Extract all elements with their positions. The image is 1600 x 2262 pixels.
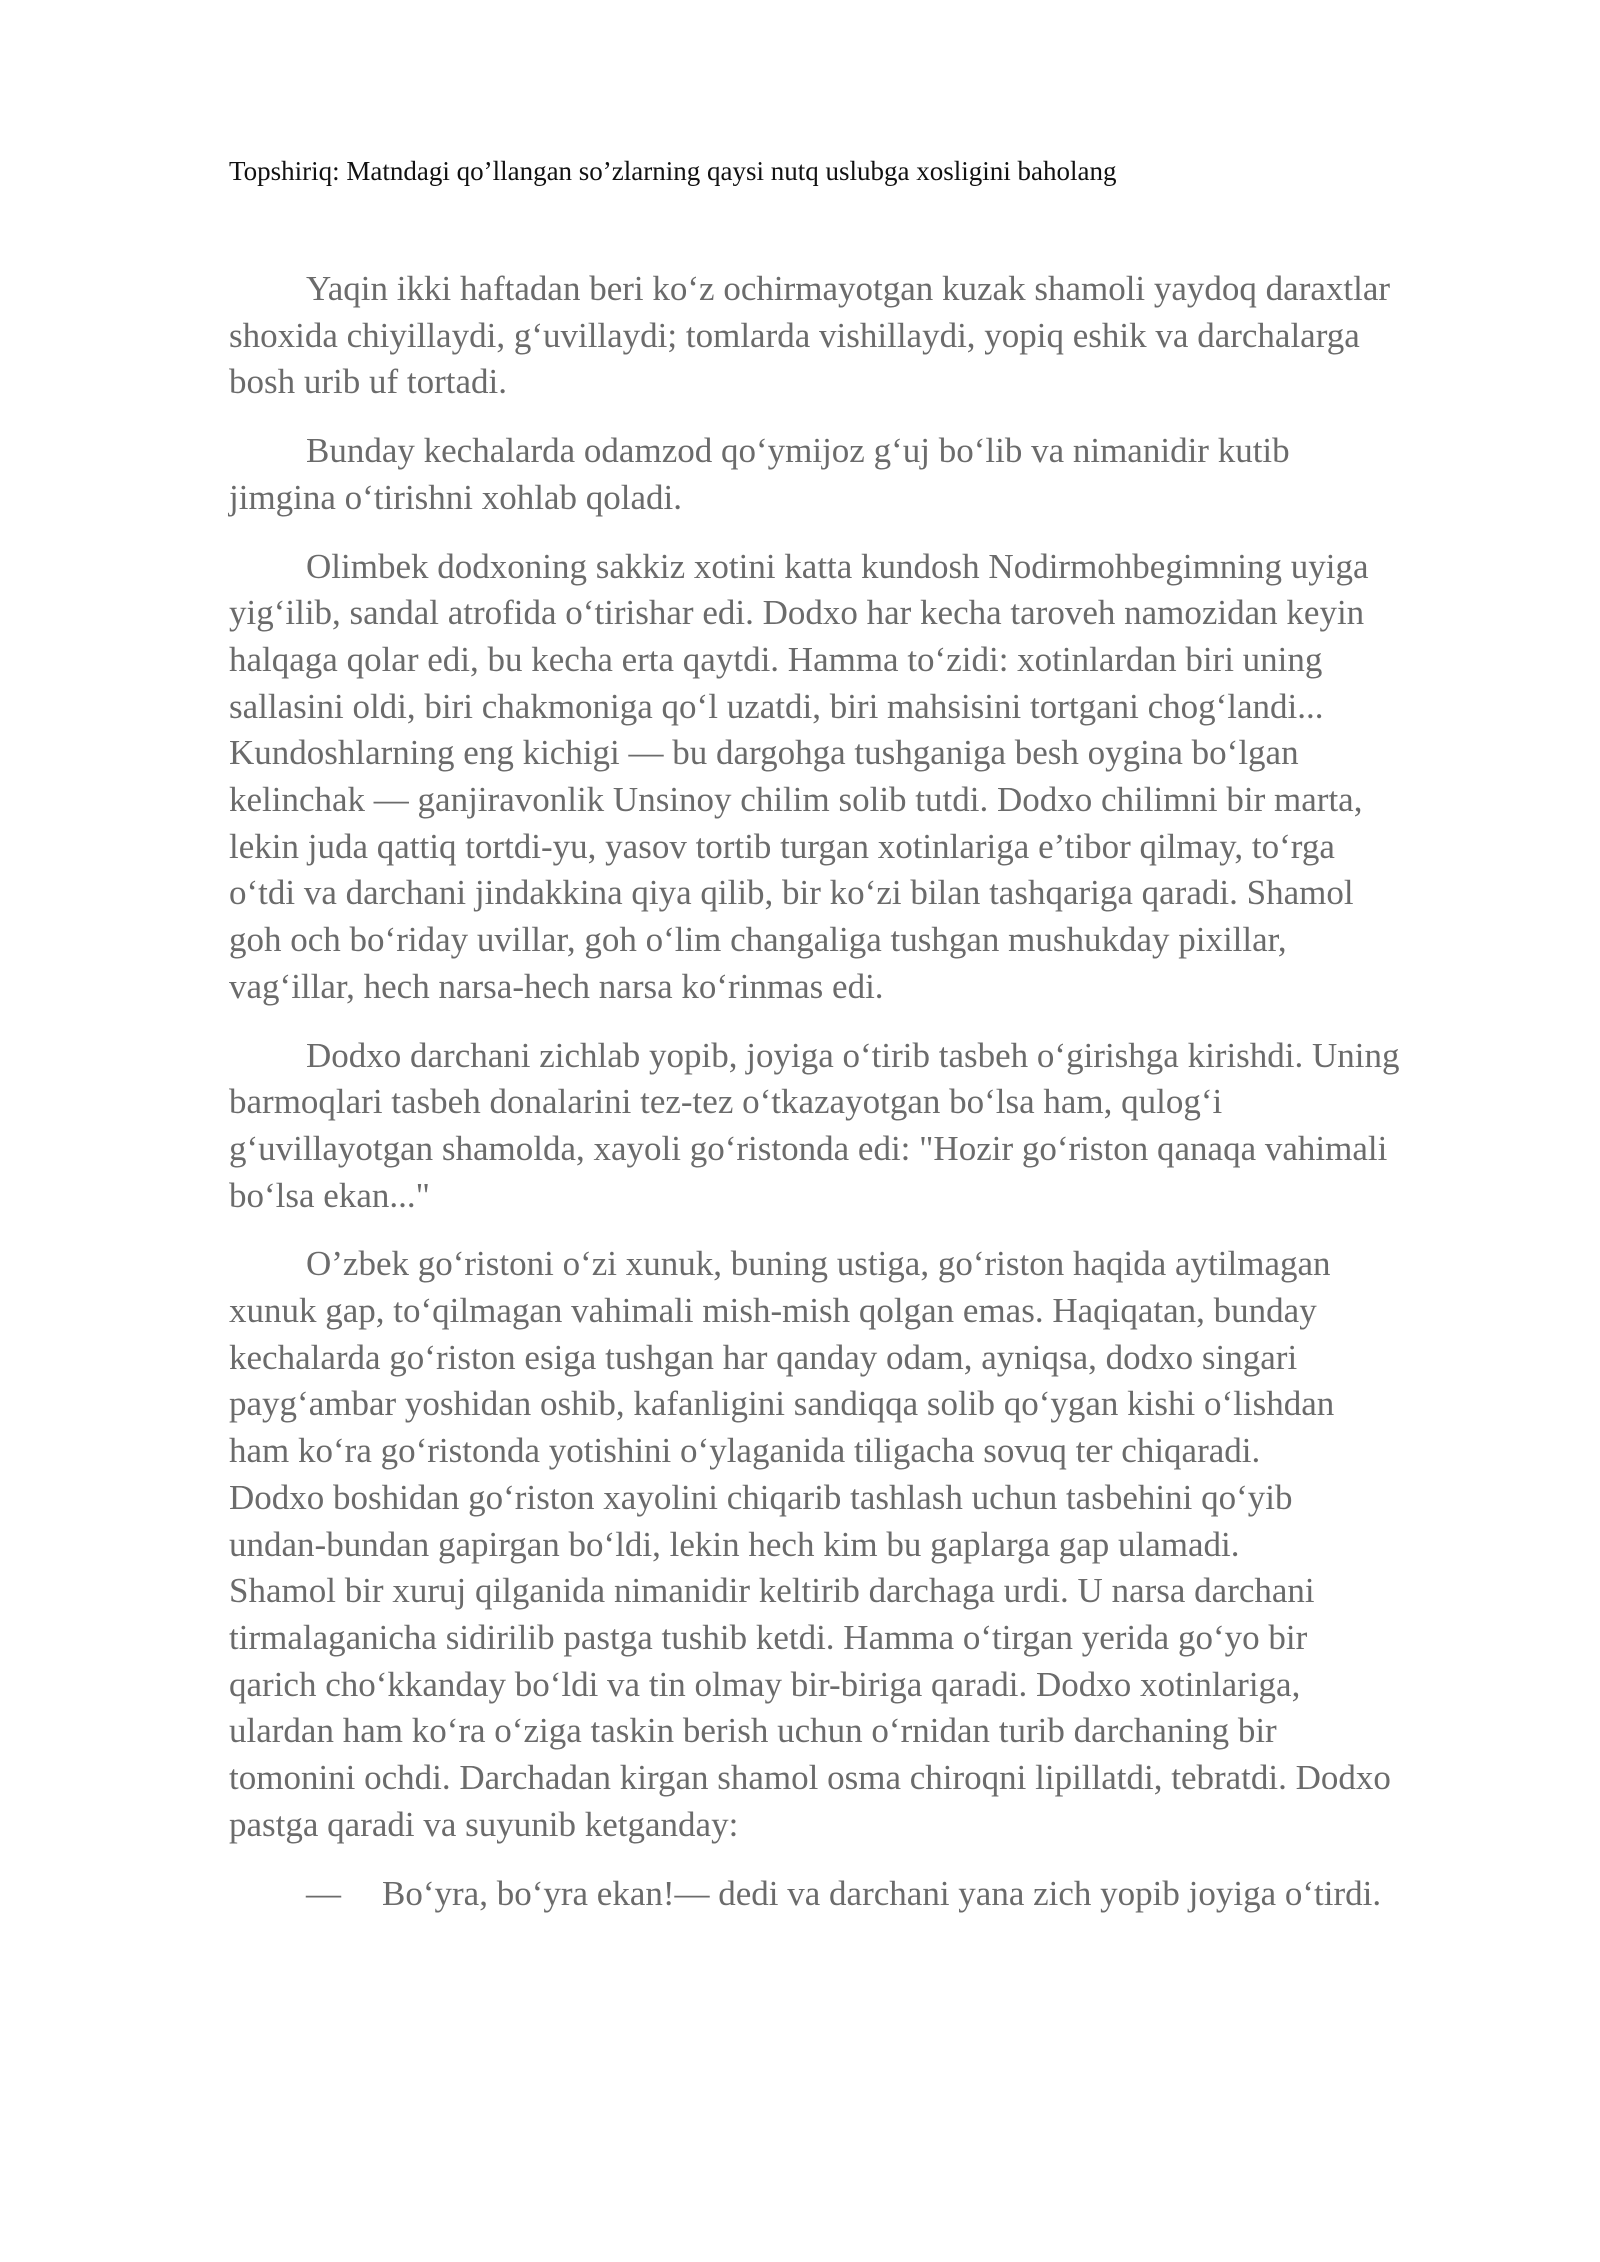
text-line: payg‘ambar yoshidan oshib, kafanligini sandiqqa solib qo‘ygan kishi o‘lishdan bbox=[229, 1384, 1335, 1424]
text-line: Shamol bir xuruj qilganida nimanidir keltirib darchaga urdi. U narsa darchani bbox=[229, 1571, 1315, 1611]
text-line: g‘uvillayotgan shamolda, xayoli go‘ristonda edi: "Hozir go‘riston qanaqa vahimali bbox=[229, 1128, 1388, 1168]
text-line: barmoqlari tasbeh donalarini tez-tez o‘tkazayotgan bo‘lsa ham, qulog‘i bbox=[229, 1082, 1223, 1122]
text-line: sallasini oldi, biri chakmoniga qo‘l uzatdi, biri mahsisini tortgani chog‘landi... bbox=[229, 686, 1324, 726]
paragraph bbox=[229, 1241, 1481, 1848]
text-line: Olimbek dodxoning sakkiz xotini katta kundosh Nodirmohbegimning uyiga bbox=[306, 546, 1369, 586]
paragraph bbox=[229, 428, 1481, 521]
dialogue-line bbox=[229, 1871, 1481, 1918]
text-line: xunuk gap, to‘qilmagan vahimali mish-mish qolgan emas. Haqiqatan, bunday bbox=[229, 1291, 1317, 1331]
text-line: bo‘lsa ekan..." bbox=[229, 1175, 430, 1215]
text-line: goh och bo‘riday uvillar, goh o‘lim changaliga tushgan mushukday pixillar, bbox=[229, 920, 1287, 960]
text-line: qarich cho‘kkanday bo‘ldi va tin olmay bir-biriga qaradi. Dodxo xotinlariga, bbox=[229, 1664, 1301, 1704]
text-line: ham ko‘ra go‘ristonda yotishini o‘ylaganida tiligacha sovuq ter chiqaradi. bbox=[229, 1431, 1261, 1471]
text-line: Dodxo boshidan go‘riston xayolini chiqarib tashlash uchun tasbehini qo‘yib bbox=[229, 1477, 1293, 1517]
text-line: tomonini ochdi. Darchadan kirgan shamol osma chiroqni lipillatdi, tebratdi. Dodxo bbox=[229, 1758, 1391, 1798]
text-line: bosh urib uf tortadi. bbox=[229, 362, 508, 402]
text-line: o‘tdi va darchani jindakkina qiya qilib, bir ko‘zi bilan tashqariga qaradi. Shamol bbox=[229, 873, 1354, 913]
text-line: Kundoshlarning eng kichigi — bu dargohga tushganiga besh oygina bo‘lgan bbox=[229, 733, 1299, 773]
text-line: undan-bundan gapirgan bo‘ldi, lekin hech kim bu gaplarga gap ulamadi. bbox=[229, 1524, 1240, 1564]
document-page bbox=[229, 0, 1481, 2262]
dialogue-text: Bo‘yra, bo‘yra ekan!— dedi va darchani yana zich yopib joyiga o‘tirdi. bbox=[382, 1873, 1382, 1913]
dialogue-dash: — bbox=[306, 1873, 341, 1913]
text-line: jimgina o‘tirishni xohlab qoladi. bbox=[229, 477, 683, 517]
text-line: yig‘ilib, sandal atrofida o‘tirishar edi. Dodxo har kecha taroveh namozidan keyin bbox=[229, 593, 1365, 633]
text-line: O’zbek go‘ristoni o‘zi xunuk, buning ustiga, go‘riston haqida aytilmagan bbox=[306, 1244, 1331, 1284]
story-text bbox=[229, 266, 1481, 1917]
paragraph bbox=[229, 1033, 1481, 1220]
paragraph bbox=[229, 266, 1481, 406]
text-line: shoxida chiyillaydi, g‘uvillaydi; tomlarda vishillaydi, yopiq eshik va darchalarga bbox=[229, 315, 1360, 355]
task-heading: Topshiriq: Matndagi qo’llangan so’zlarning qaysi nutq uslubga xosligini baholang bbox=[229, 156, 1117, 186]
text-line: vag‘illar, hech narsa-hech narsa ko‘rinmas edi. bbox=[229, 966, 884, 1006]
text-line: Dodxo darchani zichlab yopib, joyiga o‘tirib tasbeh o‘girishga kirishdi. Uning bbox=[306, 1035, 1400, 1075]
text-line: Bunday kechalarda odamzod qo‘ymijoz g‘uj bo‘lib va nimanidir kutib bbox=[306, 431, 1290, 471]
text-line: pastga qaradi va suyunib ketganday: bbox=[229, 1804, 739, 1844]
text-line: lekin juda qattiq tortdi-yu, yasov tortib turgan xotinlariga e’tibor qilmay, to‘rga bbox=[229, 826, 1335, 866]
paragraph bbox=[229, 544, 1481, 1011]
text-line: ulardan ham ko‘ra o‘ziga taskin berish uchun o‘rnidan turib darchaning bir bbox=[229, 1711, 1277, 1751]
text-line: tirmalaganicha sidirilib pastga tushib ketdi. Hamma o‘tirgan yerida go‘yo bir bbox=[229, 1617, 1308, 1657]
text-line: kelinchak — ganjiravonlik Unsinoy chilim solib tutdi. Dodxo chilimni bir marta, bbox=[229, 780, 1363, 820]
text-line: Yaqin ikki haftadan beri ko‘z ochirmayotgan kuzak shamoli yaydoq daraxtlar bbox=[306, 269, 1391, 308]
text-line: kechalarda go‘riston esiga tushgan har qanday odam, ayniqsa, dodxo singari bbox=[229, 1337, 1298, 1377]
text-line: halqaga qolar edi, bu kecha erta qaytdi. Hamma to‘zidi: xotinlardan biri uning bbox=[229, 639, 1323, 679]
